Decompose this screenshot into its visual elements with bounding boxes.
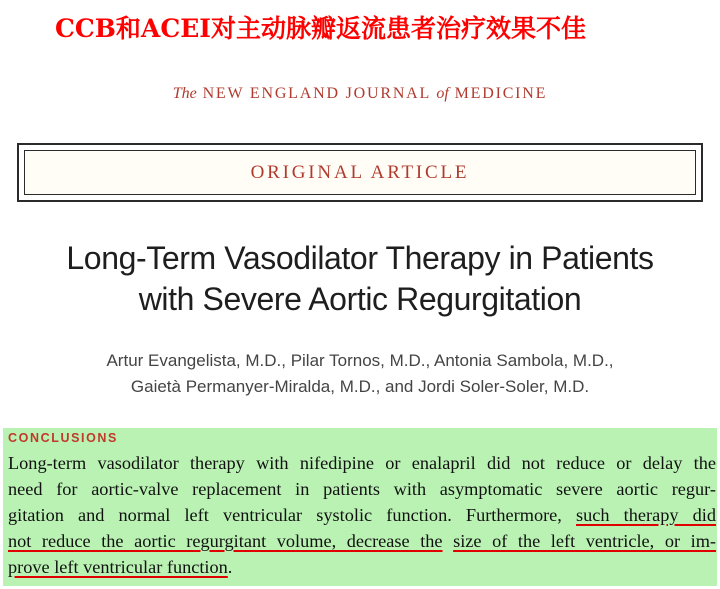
underlined-phrase-3: size of the left ventricle, or im- (453, 531, 716, 551)
conclusions-line-2: need for aortic-valve replacement in patients with asymptomatic severe aortic regur- (8, 479, 716, 499)
article-title-line-2: with Severe Aortic Regurgitation (138, 281, 582, 317)
author-list (0, 348, 720, 400)
conclusions-line-5 (8, 554, 716, 580)
article-type-label: ORIGINAL ARTICLE (250, 161, 470, 183)
underlined-phrase-4: prove left ventricular function (8, 557, 228, 577)
conclusions-line-3-text: gitation and normal left ventricular systolic function. Furthermore, (8, 505, 562, 525)
slide-title: CCB和ACEI对主动脉瓣返流患者治疗效果不佳 (55, 14, 586, 43)
journal-masthead (0, 85, 720, 103)
journal-name-part2: MEDICINE (454, 85, 548, 102)
author-line-1: Artur Evangelista, M.D., Pilar Tornos, M.D., Antonia Sambola, M.D., (106, 351, 614, 370)
journal-prefix: The (172, 85, 197, 102)
article-title-line-1: Long-Term Vasodilator Therapy in Patients (66, 240, 654, 276)
article-title (0, 238, 720, 320)
underlined-phrase-2: not reduce the aortic regurgitant volume, decrease the (8, 531, 443, 551)
conclusions-line-5-end: . (227, 557, 233, 577)
conclusions-line-4 (8, 528, 716, 554)
conclusions-line-3 (8, 502, 716, 528)
journal-of: of (436, 85, 449, 102)
conclusions-heading: CONCLUSIONS (8, 431, 118, 445)
journal-name-part1: NEW ENGLAND JOURNAL (202, 85, 431, 102)
article-type-banner (17, 143, 703, 202)
conclusions-text (8, 450, 716, 580)
article-type-inner-frame (24, 150, 696, 195)
conclusions-line-1: Long-term vasodilator therapy with nifedipine or enalapril did not reduce or delay the (8, 453, 716, 473)
author-line-2: Gaietà Permanyer-Miralda, M.D., and Jordi Soler-Soler, M.D. (130, 377, 590, 396)
conclusions-highlight-box (3, 428, 717, 586)
underlined-phrase-1: such therapy did (576, 505, 717, 525)
